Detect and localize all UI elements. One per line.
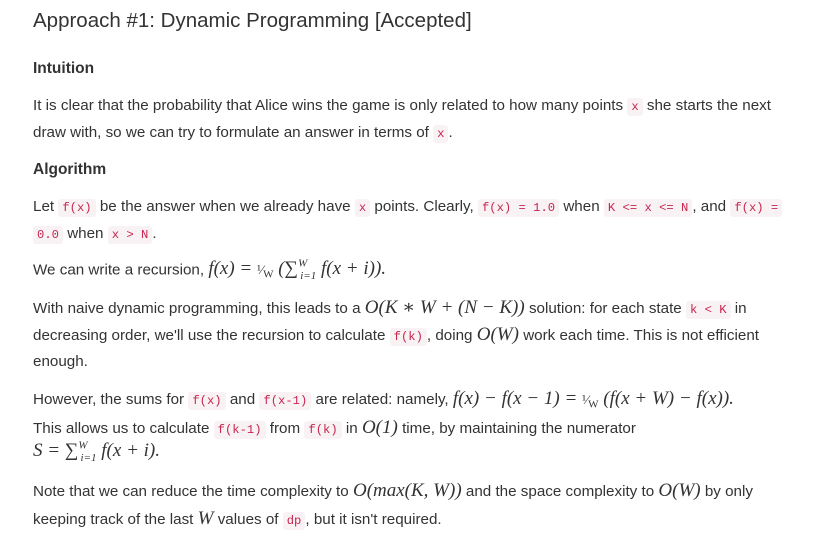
inline-code: f(x) = 1.0 — [478, 199, 559, 217]
intuition-line-2 — [33, 124, 453, 141]
inline-code: f(k-1) — [214, 421, 266, 439]
text: values of — [217, 511, 279, 528]
text: draw with, so we can try to formulate an answer in terms of — [33, 124, 429, 141]
intuition-heading: Intuition — [33, 60, 95, 77]
numerator-formula: S = ∑$^W_{i=1}$ f(x + i). — [33, 440, 160, 465]
algorithm-para5-line-1 — [33, 480, 753, 502]
algorithm-para3-line-1 — [33, 296, 747, 319]
intuition-line-1 — [33, 97, 771, 114]
text: , but it isn't required. — [305, 511, 442, 528]
algorithm-para4-line-3 — [33, 440, 160, 464]
inline-code: f(k) — [304, 421, 341, 439]
text: when — [67, 225, 104, 242]
inline-code: x > N — [108, 226, 153, 244]
algorithm-para1-line-1 — [33, 198, 782, 215]
inline-code: 0.0 — [33, 226, 63, 244]
algorithm-para3-line-3: enough. — [33, 353, 88, 370]
math: O(K ∗ W + (N − K)) — [364, 297, 525, 318]
inline-code: k < K — [686, 301, 731, 319]
text: Note that we can reduce the time complexity to — [33, 483, 349, 500]
text: are related: namely, — [315, 391, 449, 408]
math: O(max(K, W)) — [352, 480, 462, 501]
text: time, by maintaining the numerator — [402, 420, 636, 437]
text: It is clear that the probability that Alice wins the game is only related to how many points — [33, 97, 624, 114]
inline-code: x — [627, 98, 642, 116]
inline-code: K <= x <= N — [604, 199, 692, 217]
text: We can write a recursion, — [33, 261, 205, 279]
text: she starts the next — [646, 97, 771, 114]
difference-formula: $f(x) - f(x - 1) = ^1⁄_W$ (f(x + W) − f(x)). — [452, 388, 734, 411]
recursion-formula: $f(x) = ^1⁄_W$ (∑$^W_{i=1}$ f(x + i)). — [208, 258, 387, 283]
text: be the answer when we already have — [99, 198, 351, 215]
algorithm-para4-line-1 — [33, 388, 734, 411]
inline-code: x — [355, 199, 370, 217]
text: However, the sums for — [33, 391, 185, 408]
inline-code: x — [433, 125, 448, 143]
math: O(1) — [361, 417, 398, 438]
text: . — [448, 124, 453, 141]
math: W — [197, 508, 214, 529]
inline-code: f(k) — [390, 328, 427, 346]
text: from — [269, 420, 301, 437]
text: when — [563, 198, 600, 215]
inline-code: f(x) = — [730, 199, 782, 217]
text: keeping track of the last — [33, 511, 194, 528]
text: Let — [33, 198, 55, 215]
algorithm-heading: Algorithm — [33, 161, 107, 178]
algorithm-para1-line-2 — [33, 225, 157, 242]
algorithm-para3-line-2 — [33, 324, 759, 346]
algorithm-para4-line-2 — [33, 417, 636, 439]
inline-code: f(x) — [58, 199, 95, 217]
math: O(W) — [658, 480, 701, 501]
text: decreasing order, we'll use the recursion to calculate — [33, 327, 386, 344]
text: , and — [692, 198, 727, 215]
text: by only — [704, 483, 753, 500]
text: and the space complexity to — [465, 483, 655, 500]
text: solution: for each state — [528, 300, 682, 317]
text: in — [345, 420, 358, 437]
text: and — [229, 391, 256, 408]
math: O(W) — [476, 324, 519, 345]
text: points. Clearly, — [374, 198, 474, 215]
algorithm-para5-line-2 — [33, 508, 442, 530]
text: in — [734, 300, 747, 317]
page-title: Approach #1: Dynamic Programming [Accepted] — [33, 9, 472, 32]
inline-code: f(x-1) — [259, 392, 311, 410]
text: With naive dynamic programming, this leads to a — [33, 300, 361, 317]
text: This allows us to calculate — [33, 420, 210, 437]
text: , doing — [426, 327, 473, 344]
algorithm-para2 — [33, 258, 386, 282]
text: . — [152, 225, 157, 242]
inline-code: dp — [283, 512, 306, 530]
text: work each time. This is not efficient — [523, 327, 759, 344]
inline-code: f(x) — [188, 392, 225, 410]
